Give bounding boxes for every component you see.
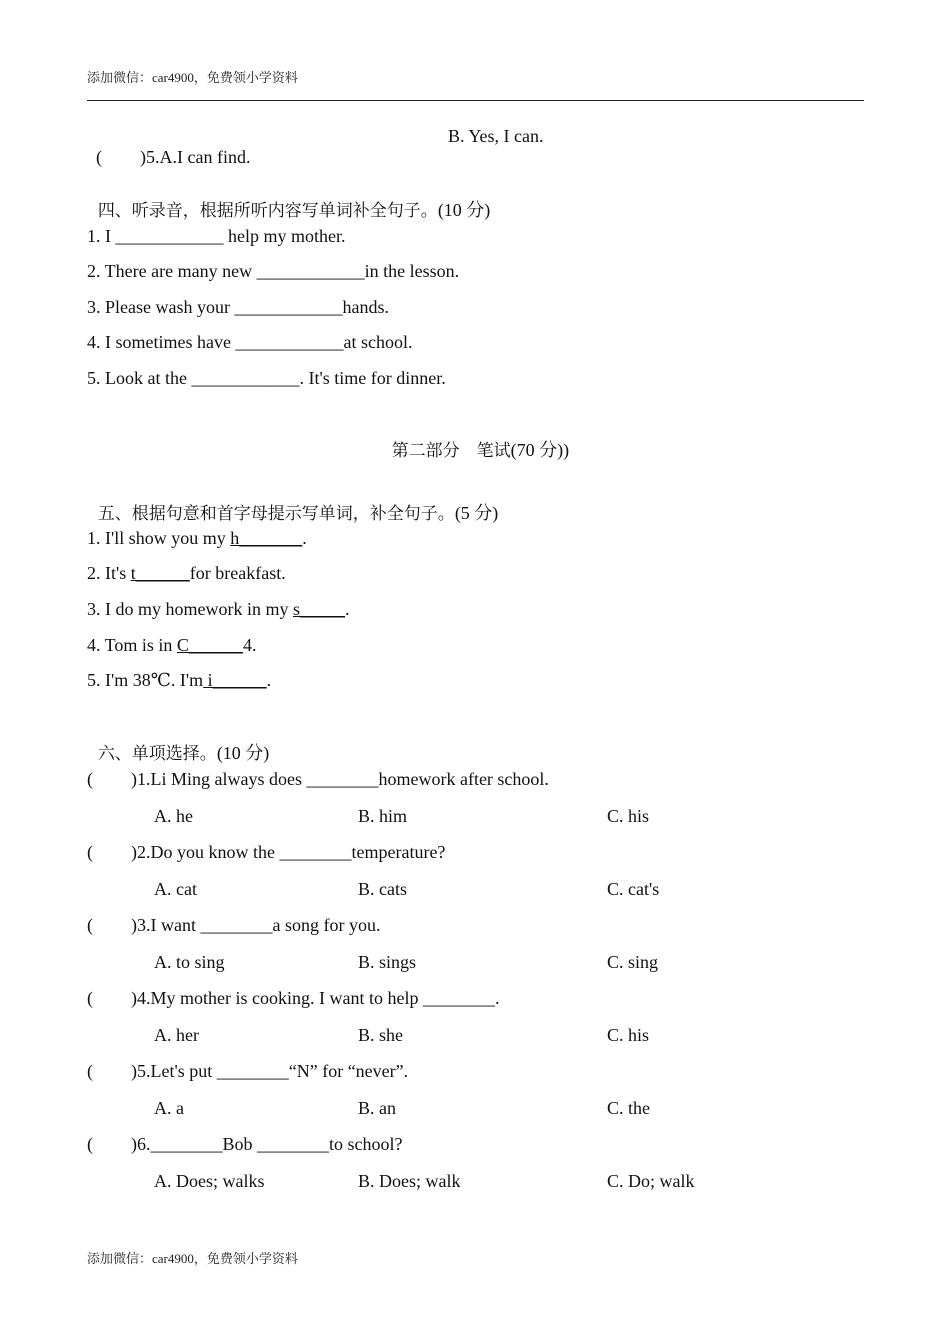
- section-title: 六、单项选择。: [97, 744, 217, 764]
- item-text: 4. Tom is in: [87, 635, 177, 655]
- answer-paren: (: [87, 842, 93, 862]
- item-text: 5. I'm 38℃. I'm: [87, 670, 204, 690]
- option-b: B. cats: [358, 879, 407, 899]
- question-row: [87, 126, 250, 168]
- question-row: [87, 1134, 403, 1155]
- hint-item: [87, 635, 256, 656]
- item-text: for breakfast.: [189, 563, 286, 583]
- hint-blank: t______: [130, 563, 190, 583]
- header-note: 添加微信：car4900，免费领小学资料: [87, 70, 298, 85]
- item-text: .: [345, 599, 350, 619]
- answer-paren: (: [87, 915, 93, 935]
- hint-blank: C______: [176, 635, 243, 655]
- item-text: 2. It's: [87, 563, 131, 583]
- fill-item: 5. Look at the ____________. It's time for dinner.: [87, 368, 446, 388]
- answer-paren: (: [87, 769, 93, 789]
- section-score: (10 分): [216, 743, 270, 763]
- question-row: [87, 988, 499, 1009]
- item-text: .: [302, 528, 307, 548]
- question-text: )6.________Bob ________to school?: [131, 1134, 403, 1154]
- item-text: 1. I'll show you my: [87, 528, 231, 548]
- question-row: [87, 915, 380, 936]
- option-a: A. Does; walks: [154, 1171, 265, 1191]
- answer-paren: (: [96, 147, 102, 167]
- section-score: (5 分): [454, 503, 499, 523]
- question-row: [87, 842, 445, 863]
- option-a: A. he: [154, 806, 193, 826]
- answer-paren: (: [87, 1134, 93, 1154]
- question-text: )5.Let's put ________“N” for “never”.: [131, 1061, 409, 1081]
- option-c: C. Do; walk: [607, 1171, 695, 1191]
- hint-blank: h_______: [230, 528, 303, 548]
- fill-item: 3. Please wash your ____________hands.: [87, 297, 389, 317]
- hint-item: [87, 563, 286, 584]
- question-text: )3.I want ________a song for you.: [131, 915, 381, 935]
- fill-item: 1. I ____________ help my mother.: [87, 226, 346, 246]
- hint-item: [87, 670, 271, 691]
- hint-item: [87, 528, 307, 549]
- option-a: A. a: [154, 1098, 184, 1118]
- question-row: [87, 1061, 408, 1082]
- fill-item: 4. I sometimes have ____________at school.: [87, 332, 413, 352]
- fill-item: 2. There are many new ____________in the lesson.: [87, 261, 460, 281]
- question-row: [87, 769, 549, 790]
- option-c: C. his: [607, 1025, 650, 1045]
- item-text: 4.: [242, 635, 257, 655]
- hint-blank: s_____: [292, 599, 345, 619]
- option-a: A. her: [154, 1025, 199, 1045]
- answer-paren: (: [87, 988, 93, 1008]
- option-c: C. the: [607, 1098, 650, 1118]
- section-heading: [87, 479, 498, 525]
- part-title: 第二部分 笔试: [391, 441, 511, 461]
- part-score: (70 分)): [510, 440, 570, 460]
- section-title: 五、根据句意和首字母提示写单词，补全句子。: [97, 504, 455, 524]
- hint-item: [87, 599, 350, 620]
- option-b: B. him: [358, 806, 408, 826]
- option-b: B. she: [358, 1025, 403, 1045]
- option-b: B. sings: [358, 952, 417, 972]
- option-b: B. Yes, I can.: [448, 126, 544, 146]
- section-score: (10 分): [437, 200, 491, 220]
- section-heading: [87, 176, 490, 222]
- item-text: 3. I do my homework in my: [87, 599, 293, 619]
- option-a: A. to sing: [154, 952, 225, 972]
- question-text: )4.My mother is cooking. I want to help ________.: [131, 988, 500, 1008]
- question-text: )5.A.I can find.: [140, 147, 251, 167]
- section-heading: [87, 719, 269, 765]
- header-divider: [87, 100, 864, 101]
- question-text: )2.Do you know the ________temperature?: [131, 842, 446, 862]
- section-title: 四、听录音，根据所听内容写单词补全句子。: [97, 201, 438, 221]
- hint-blank: i______: [203, 670, 267, 690]
- answer-paren: (: [87, 1061, 93, 1081]
- item-text: .: [266, 670, 272, 690]
- option-c: C. cat's: [607, 879, 660, 899]
- option-a: A. cat: [154, 879, 197, 899]
- option-c: C. sing: [607, 952, 659, 972]
- option-b: B. Does; walk: [358, 1171, 461, 1191]
- part-heading: [0, 416, 950, 462]
- option-b: B. an: [358, 1098, 396, 1118]
- footer-note: 添加微信：car4900，免费领小学资料: [87, 1251, 298, 1266]
- question-text: )1.Li Ming always does ________homework after school.: [131, 769, 549, 789]
- option-c: C. his: [607, 806, 650, 826]
